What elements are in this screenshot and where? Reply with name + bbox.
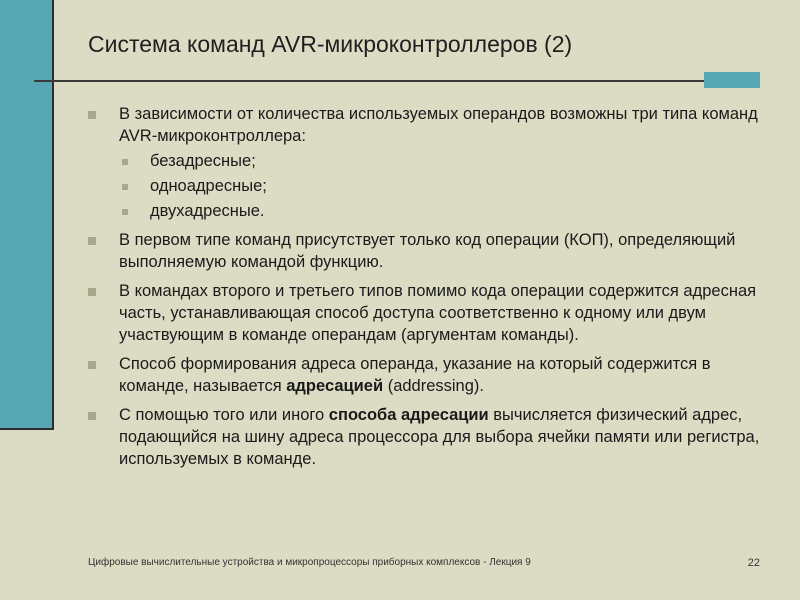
square-bullet-icon	[88, 237, 96, 245]
sub-list-item	[119, 200, 768, 222]
title-divider	[34, 80, 704, 82]
square-bullet-icon	[88, 412, 96, 420]
item-text-before: Способ формирования адреса операнда, указание на который содержится в команде, называется	[119, 355, 711, 395]
item-bold-term: адресацией	[286, 377, 384, 395]
item-text: В командах второго и третьего типов помимо кода операции содержится адресная часть, устанавливающая способ доступа соответственно к одному или двум участвующим в команде операндам (аргументам команды).	[119, 282, 757, 344]
list-item	[88, 103, 768, 222]
item-text: В первом типе команд присутствует только код операции (КОП), определяющий выполняемую командой функцию.	[119, 231, 736, 271]
sub-bullet-list	[119, 150, 768, 222]
sub-list-item	[119, 175, 768, 197]
item-text-after: (addressing).	[383, 377, 484, 395]
list-item	[88, 280, 768, 346]
list-item	[88, 404, 768, 470]
sub-item-text: безадресные;	[150, 152, 256, 170]
slide-title: Система команд AVR-микроконтроллеров (2)	[88, 31, 573, 57]
title-accent-block	[704, 72, 760, 88]
square-bullet-icon	[88, 361, 96, 369]
list-item	[88, 353, 768, 397]
sub-item-text: двухадресные.	[150, 202, 265, 220]
square-bullet-icon	[122, 209, 128, 215]
page-number: 22	[747, 557, 760, 569]
item-bold-term: способа адресации	[328, 406, 489, 424]
bullet-list	[88, 103, 768, 477]
sub-item-text: одноадресные;	[150, 177, 267, 195]
square-bullet-icon	[88, 111, 96, 119]
square-bullet-icon	[122, 184, 128, 190]
item-text-before: С помощью того или иного	[119, 406, 329, 424]
footer-text: Цифровые вычислительные устройства и микропроцессоры приборных комплексов - Лекция 9	[88, 557, 531, 568]
square-bullet-icon	[88, 288, 96, 296]
sub-list-item	[119, 150, 768, 172]
square-bullet-icon	[122, 159, 128, 165]
item-text: В зависимости от количества используемых операндов возможны три типа команд AVR-микроконтроллера:	[119, 105, 758, 145]
item-text-after: вычисляется физический адрес, подающийся на шину адреса процессора для выбора ячейки памяти или регистра, используемых в команде.	[119, 406, 760, 468]
list-item	[88, 229, 768, 273]
side-accent-bar	[0, 0, 54, 430]
